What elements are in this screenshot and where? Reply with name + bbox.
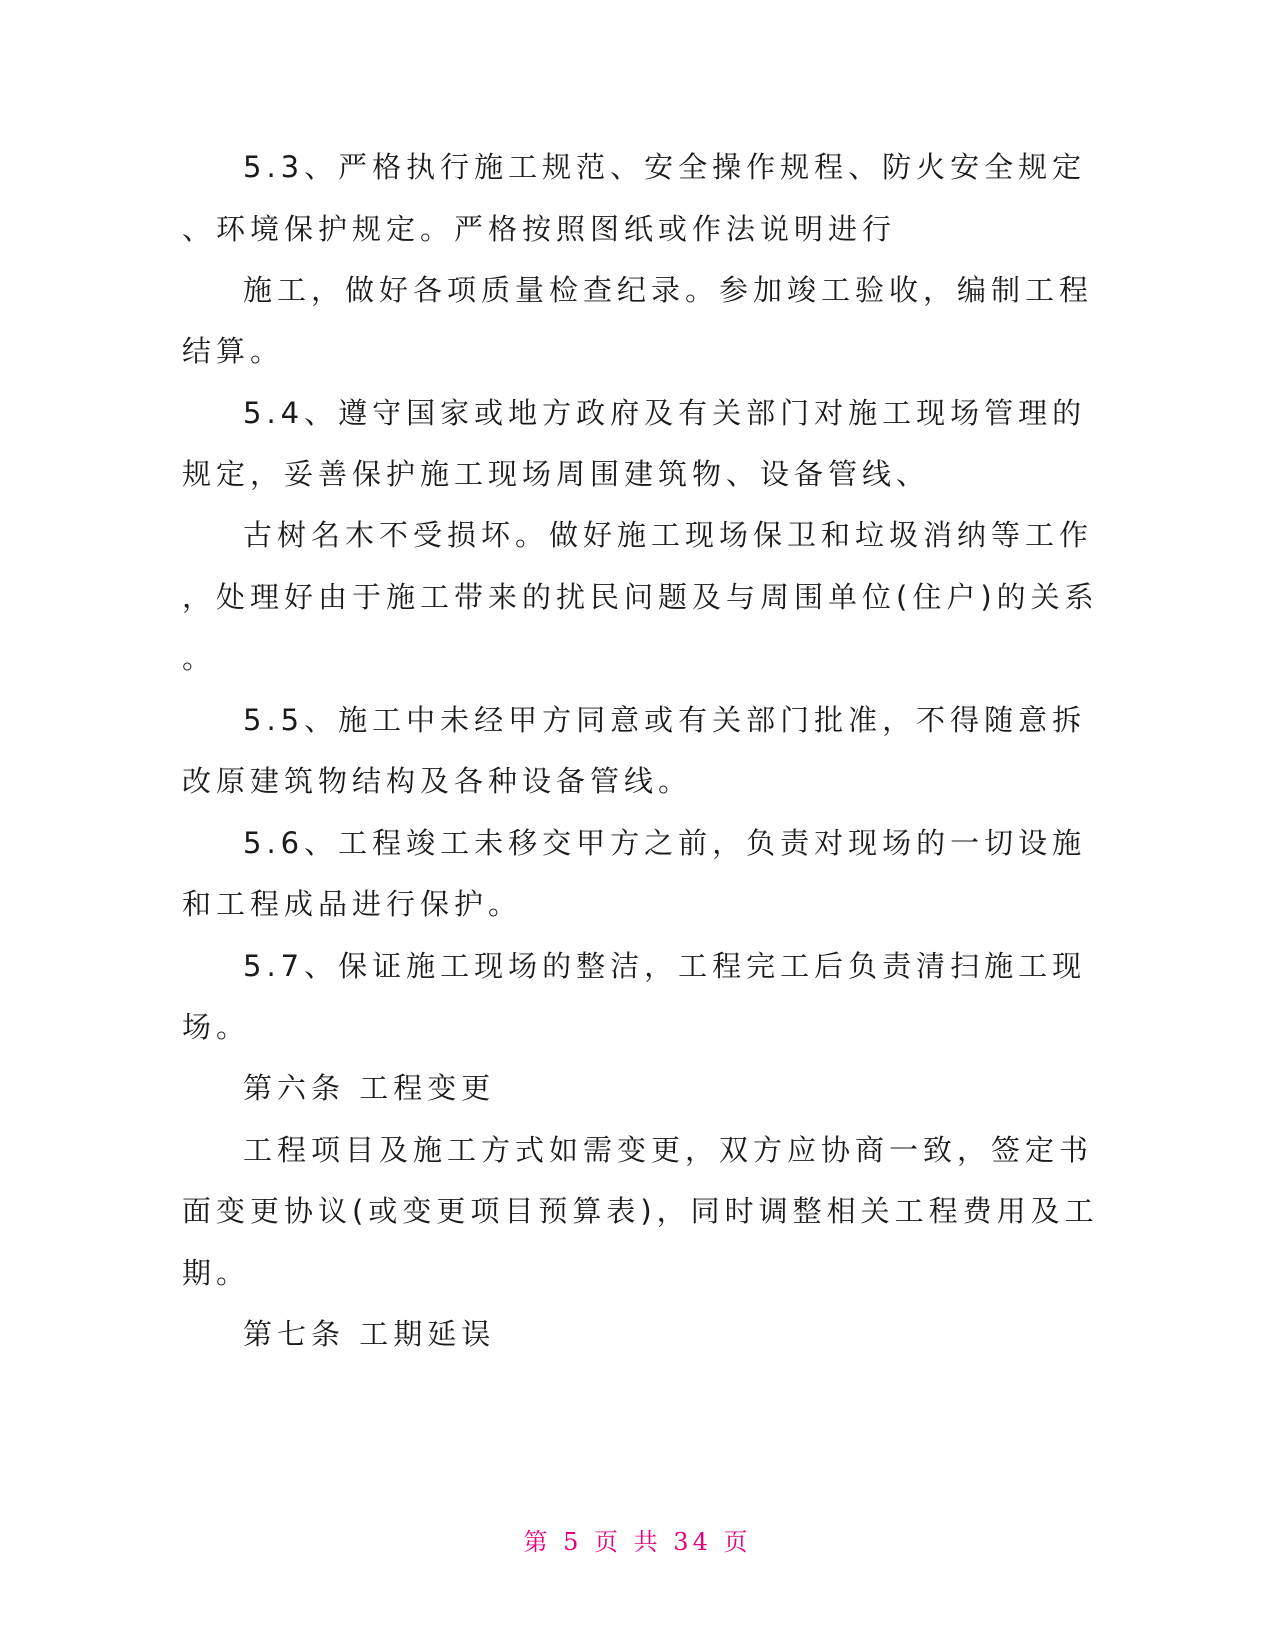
paragraph-5-4-line-2: 规定，妥善保护施工现场周围建筑物、设备管线、 [182, 457, 931, 491]
paragraph-5-3-line-2: 、环境保护规定。严格按照图纸或作法说明进行 [182, 212, 897, 246]
paragraph-5-5-line-1: 5.5、施工中未经甲方同意或有关部门批准，不得随意拆 [243, 703, 1087, 737]
paragraph-5-4-line-3: 古树名木不受损坏。做好施工现场保卫和垃圾消纳等工作 [243, 518, 1094, 552]
paragraph-5-3-line-3: 施工，做好各项质量检查纪录。参加竣工验收，编制工程 [243, 273, 1094, 307]
paragraph-5-7-line-2: 场。 [182, 1010, 251, 1044]
paragraph-5-6-line-2: 和工程成品进行保护。 [182, 887, 523, 921]
article-6-line-1: 工程项目及施工方式如需变更，双方应协商一致，签定书 [243, 1133, 1094, 1167]
article-6-line-2: 面变更协议(或变更项目预算表)，同时调整相关工程费用及工 [182, 1194, 1099, 1228]
paragraph-5-7-line-1: 5.7、保证施工现场的整洁，工程完工后负责清扫施工现 [243, 949, 1087, 983]
paragraph-5-5-line-2: 改原建筑物结构及各种设备管线。 [182, 764, 693, 798]
page-number-footer: 第 5 页 共 34 页 [523, 1528, 752, 1556]
section-heading-article-7: 第七条 工期延误 [243, 1317, 496, 1351]
paragraph-5-4-line-5: 。 [182, 641, 217, 675]
article-6-line-3: 期。 [182, 1256, 251, 1290]
paragraph-5-3-line-1: 5.3、严格执行施工规范、安全操作规程、防火安全规定 [243, 150, 1087, 184]
paragraph-5-4-line-4: ，处理好由于施工带来的扰民问题及与周围单位(住户)的关系 [182, 580, 1099, 614]
section-heading-article-6: 第六条 工程变更 [243, 1071, 496, 1105]
paragraph-5-6-line-1: 5.6、工程竣工未移交甲方之前，负责对现场的一切设施 [243, 826, 1087, 860]
paragraph-5-3-line-4: 结算。 [182, 334, 285, 368]
paragraph-5-4-line-1: 5.4、遵守国家或地方政府及有关部门对施工现场管理的 [243, 396, 1087, 430]
